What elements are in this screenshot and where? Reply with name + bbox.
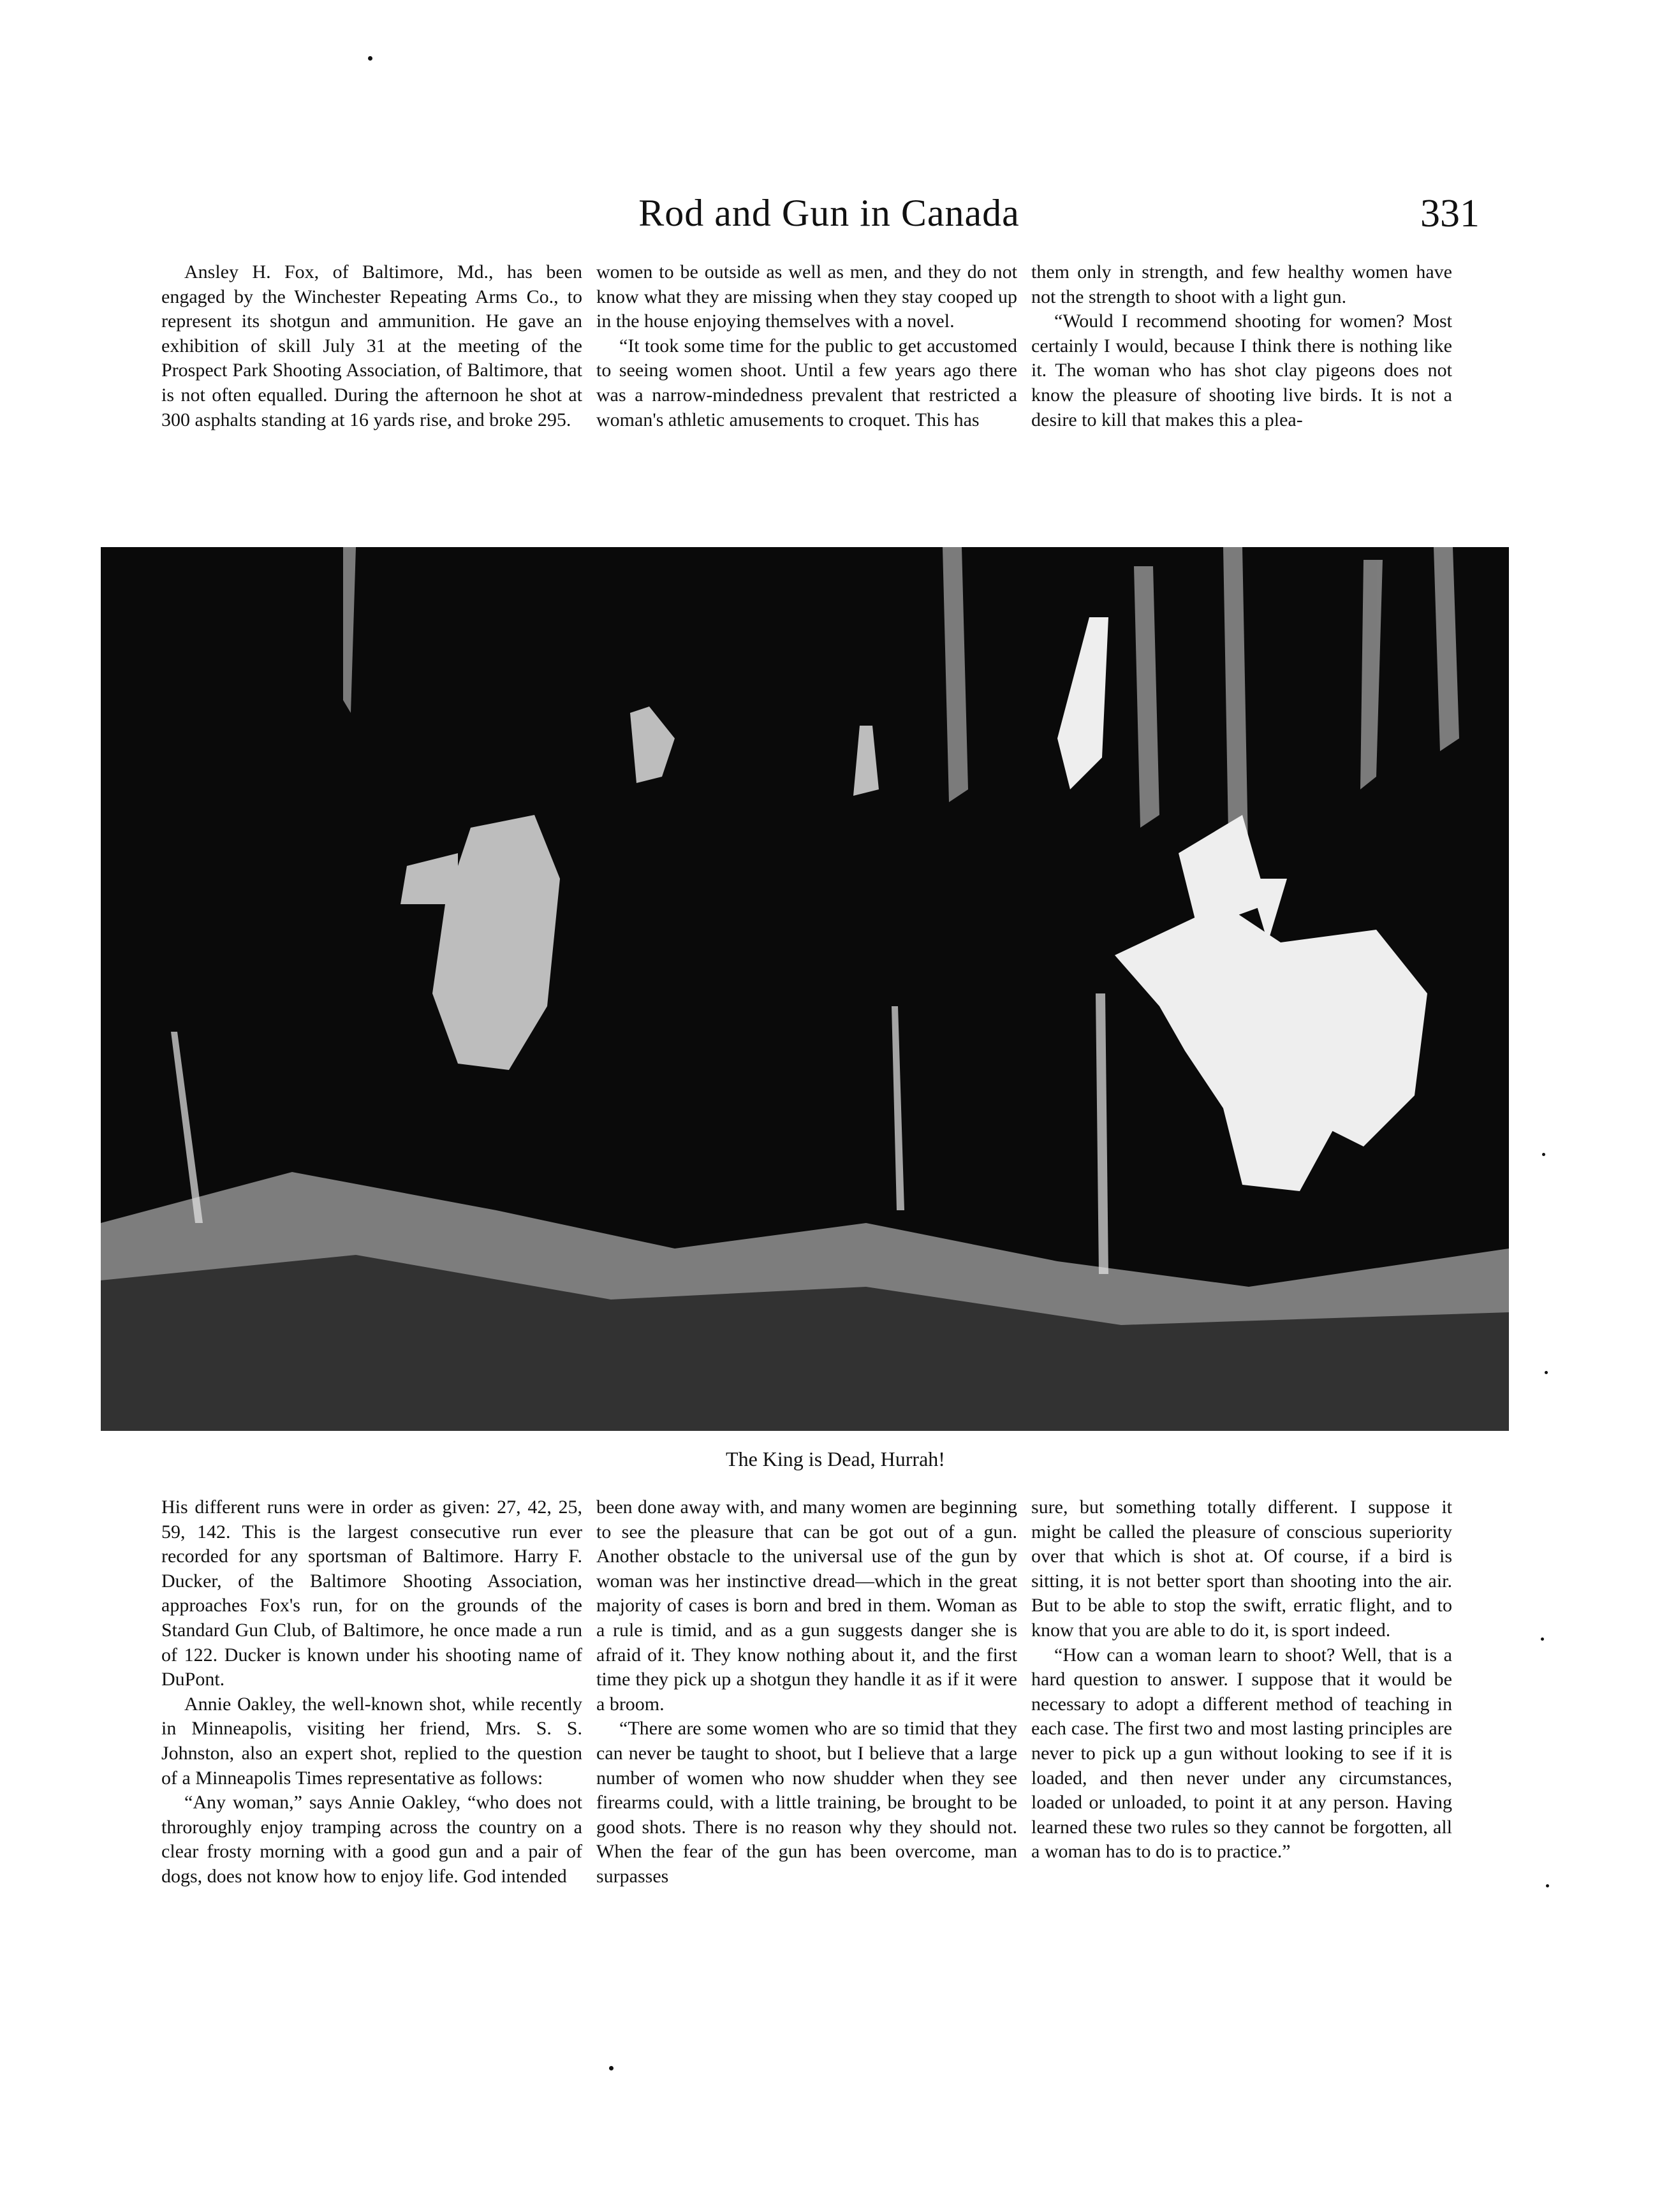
top-column-3 [1031,260,1452,432]
paragraph: sure, but something totally different. I suppose it might be called the pleasure of conscious superiority over that which is shot at. Of course, if a bird is sitting, it is not better sport than shooting into the air. But to be able to stop the swift, erratic flight, and to know that you are able to do it, is sport indeed. [1031,1497,1452,1641]
print-speck [1541,1637,1544,1641]
bottom-column-2 [596,1495,1017,1889]
bottom-column-1 [161,1495,582,1889]
paragraph: women to be outside as well as men, and they do not know what they are missing when they stay cooped up in the house enjoying themselves with a novel. [596,261,1017,332]
print-speck [1545,1371,1548,1374]
paragraph: “There are some women who are so timid that they can never be taught to shoot, but I believe that a large number of women who now shudder when they see firearms could, with a little training, be brought to be good shots. There is no reason why they should not. When the fear of the gun has been overcome, man surpasses [596,1718,1017,1887]
paragraph: been done away with, and many women are beginning to see the pleasure that can be got out of a gun. Another obstacle to the universal use of the gun by woman was her instinctive dread—which in the great majority of cases is born and bred in them. Woman as a rule is timid, and as a gun suggests danger she is afraid of it. They know nothing about it, and the first time they pick up a shotgun they handle it as if it were a broom. [596,1497,1017,1715]
paragraph: His different runs were in order as given: 27, 42, 25, 59, 142. This is the largest consecutive run ever recorded for any sportsman of Baltimore. Harry F. Ducker, of the Baltimore Shooting Association, approaches Fox's run, for on the grounds of the Standard Gun Club, of Baltimore, he once made a run of 122. Ducker is known under his shooting name of DuPont. [161,1497,582,1690]
paragraph: Ansley H. Fox, of Baltimore, Md., has been engaged by the Winchester Repeating Arms Co., to represent its shotgun and ammunition. He gave an exhibition of skill July 31 at the meeting of the Prospect Park Shooting Association, of Baltimore, that is not often equalled. During the afternoon he shot at 300 asphalts standing at 16 yards rise, and broke 295. [161,261,582,430]
photograph [101,547,1509,1431]
paragraph: “Any woman,” says Annie Oakley, “who does not throroughly enjoy tramping across the country on a clear frosty morning with a good gun and a pair of dogs, does not know how to enjoy life. God intended [161,1792,582,1887]
paragraph: “How can a woman learn to shoot? Well, that is a hard question to answer. I suppose that it would be necessary to adopt a different method of teaching in each case. The first two and most lasting principles are never to pick up a gun without looking to see if it is loaded, and then never under any circumstances, loaded or unloaded, to point it at any person. Having learned these two rules so they cannot be forgotten, all a woman has to do is to practice.” [1031,1644,1452,1863]
top-column-2 [596,260,1017,432]
print-speck [1546,1884,1549,1887]
page-number: 331 [1420,192,1480,235]
top-column-1 [161,260,582,432]
print-speck [609,2066,614,2070]
paragraph: Annie Oakley, the well-known shot, while recently in Minneapolis, visiting her friend, Mrs. S. S. Johnston, also an expert shot, replied to the question of a Minneapolis Times representative as follows: [161,1693,582,1789]
paragraph: “It took some time for the public to get accustomed to seeing women shoot. Until a few years ago there was a narrow-mindedness prevalent that restricted a woman's athletic amusements to croquet. This has [596,335,1017,430]
photo-caption: The King is Dead, Hurrah! [726,1447,945,1470]
paragraph: “Would I recommend shooting for women? Most certainly I would, because I think there is nothing like it. The woman who has shot clay pigeons does not know the pleasure of shooting live birds. It is not a desire to kill that makes this a plea- [1031,311,1452,430]
running-header-title: Rod and Gun in Canada [638,192,1020,234]
bottom-column-3 [1031,1495,1452,1864]
print-speck [368,56,372,61]
print-speck [1542,1153,1545,1156]
paragraph: them only in strength, and few healthy women have not the strength to shoot with a light gun. [1031,261,1452,307]
